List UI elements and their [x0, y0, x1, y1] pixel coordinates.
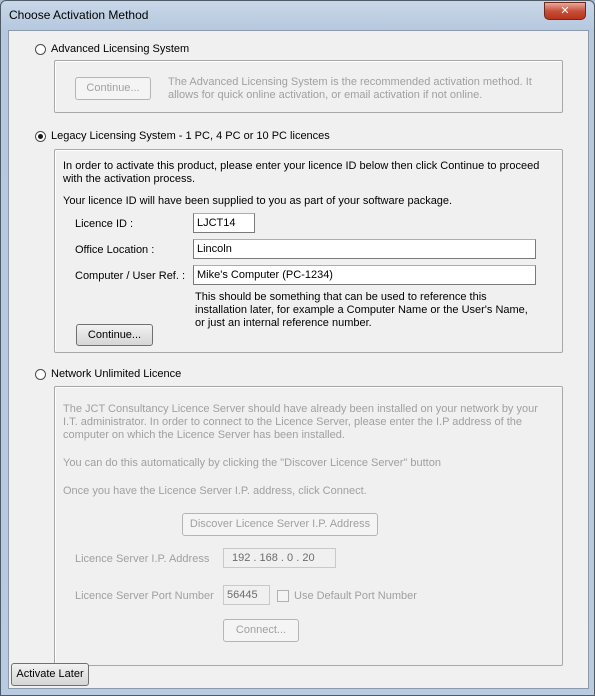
legacy-radio-label[interactable]: Legacy Licensing System - 1 PC, 4 PC or 10 PC licences	[51, 130, 330, 142]
window-title: Choose Activation Method	[9, 8, 149, 22]
server-ip-label: Licence Server I.P. Address	[75, 553, 210, 565]
activate-later-button[interactable]: Activate Later	[11, 663, 89, 686]
server-port-field[interactable]: 56445	[223, 585, 270, 605]
close-button[interactable]	[544, 2, 586, 20]
connect-button[interactable]: Connect...	[223, 619, 299, 642]
legacy-radio[interactable]	[35, 131, 46, 142]
licence-id-label: Licence ID :	[75, 218, 134, 230]
office-location-field[interactable]: Lincoln	[193, 239, 536, 259]
server-port-label: Licence Server Port Number	[75, 590, 214, 602]
computer-ref-label: Computer / User Ref. :	[75, 270, 186, 282]
legacy-group	[54, 149, 563, 353]
office-location-label: Office Location :	[75, 244, 155, 256]
dialog-body	[8, 30, 589, 689]
network-connect-note: Once you have the Licence Server I.P. address, click Connect.	[63, 485, 367, 497]
computer-ref-hint: This should be something that can be used to reference this installation later, for example a Computer Name or the User's Name, or just an internal reference number.	[195, 291, 528, 329]
close-icon: ✕	[560, 5, 570, 17]
advanced-group	[54, 60, 563, 113]
advanced-radio[interactable]	[35, 44, 46, 55]
server-ip-field[interactable]: 192 . 168 . 0 . 20	[223, 548, 336, 568]
advanced-description: The Advanced Licensing System is the recommended activation method. It allows for quick online activation, or email activation if not online.	[168, 76, 532, 101]
default-port-checkbox[interactable]	[277, 590, 289, 602]
legacy-supplied-note: Your licence ID will have been supplied to you as part of your software package.	[63, 195, 453, 207]
network-intro: The JCT Consultancy Licence Server should have already been installed on your network by your I.T. administrator. In order to connect to the Licence Server, please enter the I.P address of the computer on which the Licence Server has been installed.	[63, 403, 538, 441]
legacy-continue-button[interactable]: Continue...	[76, 324, 153, 346]
title-bar[interactable]	[1, 1, 594, 31]
licence-id-field[interactable]: LJCT14	[193, 213, 255, 233]
computer-ref-field[interactable]: Mike's Computer (PC-1234)	[193, 265, 536, 285]
discover-server-button[interactable]: Discover Licence Server I.P. Address	[182, 513, 378, 536]
default-port-label[interactable]: Use Default Port Number	[294, 590, 417, 602]
network-radio[interactable]	[35, 369, 46, 380]
network-radio-label[interactable]: Network Unlimited Licence	[51, 368, 182, 380]
advanced-radio-label[interactable]: Advanced Licensing System	[51, 43, 190, 55]
network-group	[54, 386, 563, 666]
advanced-continue-button[interactable]: Continue...	[75, 77, 151, 100]
legacy-intro: In order to activate this product, please enter your licence ID below then click Continue to proceed with the activation process.	[63, 160, 540, 185]
network-auto-note: You can do this automatically by clicking the "Discover Licence Server" button	[63, 457, 441, 469]
